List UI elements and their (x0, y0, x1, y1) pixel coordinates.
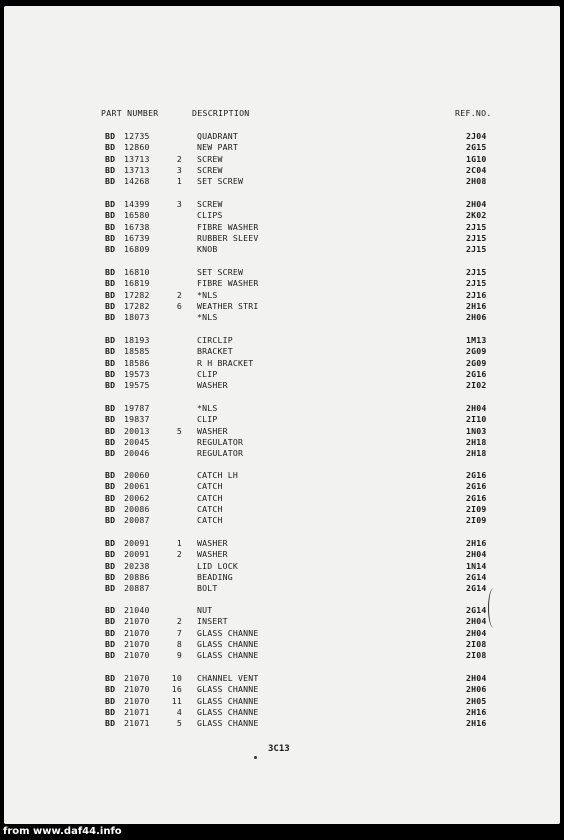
part-ref-no: 2I09 (466, 503, 487, 514)
part-ref-no: 2I09 (466, 515, 487, 526)
part-description: *NLS (197, 312, 218, 323)
part-qty: 8 (176, 638, 182, 649)
part-description: WEATHER STRI (197, 300, 259, 311)
part-prefix: BD (105, 244, 116, 255)
part-description: KNOB (197, 244, 218, 255)
part-number: 13713 (124, 153, 150, 164)
part-description: CATCH (197, 481, 223, 492)
table-row (0, 312, 564, 323)
table-row (0, 199, 564, 210)
part-prefix: BD (105, 538, 116, 548)
part-number: 20091 (124, 549, 150, 560)
part-number: 16580 (124, 210, 150, 221)
part-ref-no: 2I10 (466, 414, 487, 425)
part-ref-no: 2I08 (466, 650, 487, 661)
part-qty: 10 (171, 673, 182, 683)
part-description: CIRCLIP (197, 335, 233, 345)
part-prefix: BD (105, 335, 116, 345)
part-ref-no: 2H08 (466, 176, 487, 187)
part-number: 19573 (124, 368, 150, 379)
part-qty: 4 (176, 706, 182, 717)
part-qty: 16 (171, 684, 182, 695)
part-ref-no: 2J15 (466, 278, 487, 289)
part-number: 21070 (124, 616, 150, 627)
table-row (0, 222, 564, 233)
part-description: GLASS CHANNE (197, 627, 259, 638)
page-number: 3C13 (268, 744, 290, 754)
part-prefix: BD (105, 492, 116, 503)
part-ref-no: 2H04 (466, 673, 487, 683)
part-ref-no: 2H04 (466, 549, 487, 560)
table-row (0, 290, 564, 301)
part-ref-no: 2G14 (466, 583, 487, 594)
part-ref-no: 2G16 (466, 368, 487, 379)
part-prefix: BD (105, 380, 116, 391)
part-ref-no: 2J15 (466, 221, 487, 232)
part-number: 19837 (124, 414, 150, 425)
part-qty: 9 (176, 650, 182, 661)
part-number: 20061 (124, 481, 150, 492)
part-prefix: BD (105, 300, 116, 311)
part-description: SCREW (197, 164, 223, 175)
part-description: SET SCREW (197, 267, 244, 277)
part-ref-no: 1G10 (466, 153, 487, 164)
part-ref-no: 2I02 (466, 380, 487, 391)
part-number: 20045 (124, 436, 150, 447)
table-row (0, 628, 564, 639)
part-qty: 5 (176, 425, 182, 436)
part-prefix: BD (105, 278, 116, 289)
part-description: SCREW (197, 153, 223, 164)
table-row (0, 346, 564, 357)
column-header-description: DESCRIPTION (192, 108, 250, 118)
part-prefix: BD (105, 164, 116, 175)
table-row (0, 335, 564, 346)
part-prefix: BD (105, 616, 116, 627)
part-description: INSERT (197, 616, 228, 627)
part-qty: 2 (176, 289, 182, 300)
table-row (0, 244, 564, 255)
part-qty: 3 (176, 199, 182, 209)
part-prefix: BD (105, 470, 116, 480)
part-number: 18073 (124, 312, 150, 323)
part-prefix: BD (105, 153, 116, 164)
part-description: *NLS (197, 403, 218, 413)
part-number: 21070 (124, 627, 150, 638)
part-number: 21070 (124, 684, 150, 695)
table-row (0, 707, 564, 718)
part-description: FIBRE WASHER (197, 221, 259, 232)
handwritten-bracket-mark (488, 588, 499, 628)
table-row (0, 233, 564, 244)
part-number: 20887 (124, 583, 150, 594)
part-prefix: BD (105, 267, 116, 277)
part-number: 20046 (124, 448, 150, 459)
part-description: CHANNEL VENT (197, 673, 259, 683)
part-prefix: BD (105, 684, 116, 695)
part-number: 21040 (124, 605, 150, 615)
part-qty: 1 (176, 538, 182, 548)
part-prefix: BD (105, 706, 116, 717)
table-row (0, 301, 564, 312)
part-ref-no: 2J15 (466, 244, 487, 255)
part-prefix: BD (105, 425, 116, 436)
table-row (0, 426, 564, 437)
part-number: 18193 (124, 335, 150, 345)
table-row (0, 437, 564, 448)
part-ref-no: 2H04 (466, 199, 487, 209)
table-row (0, 131, 564, 142)
part-prefix: BD (105, 142, 116, 153)
table-row (0, 718, 564, 729)
part-prefix: BD (105, 414, 116, 425)
part-qty: 7 (176, 627, 182, 638)
part-description: *NLS (197, 289, 218, 300)
table-row (0, 165, 564, 176)
part-prefix: BD (105, 131, 116, 141)
part-prefix: BD (105, 605, 116, 615)
part-prefix: BD (105, 368, 116, 379)
table-row (0, 493, 564, 504)
table-row (0, 154, 564, 165)
part-number: 20087 (124, 515, 150, 526)
part-number: 21071 (124, 718, 150, 729)
part-ref-no: 2J16 (466, 289, 487, 300)
part-number: 16738 (124, 221, 150, 232)
part-prefix: BD (105, 346, 116, 357)
part-number: 20091 (124, 538, 150, 548)
part-prefix: BD (105, 560, 116, 571)
part-ref-no: 2H16 (466, 538, 487, 548)
part-prefix: BD (105, 481, 116, 492)
part-prefix: BD (105, 312, 116, 323)
part-number: 12735 (124, 131, 150, 141)
part-prefix: BD (105, 638, 116, 649)
table-row (0, 650, 564, 661)
part-number: 14399 (124, 199, 150, 209)
part-description: GLASS CHANNE (197, 695, 259, 706)
part-number: 12860 (124, 142, 150, 153)
part-description: BRACKET (197, 346, 233, 357)
part-number: 19787 (124, 403, 150, 413)
part-prefix: BD (105, 503, 116, 514)
part-ref-no: 2H16 (466, 706, 487, 717)
part-ref-no: 1N14 (466, 560, 487, 571)
part-ref-no: 2C04 (466, 164, 487, 175)
part-description: NUT (197, 605, 213, 615)
table-row (0, 538, 564, 549)
part-number: 21071 (124, 706, 150, 717)
part-description: NEW PART (197, 142, 239, 153)
table-row (0, 515, 564, 526)
part-number: 20062 (124, 492, 150, 503)
part-number: 21070 (124, 673, 150, 683)
table-row (0, 176, 564, 187)
part-description: SCREW (197, 199, 223, 209)
part-description: CATCH LH (197, 470, 239, 480)
part-description: WASHER (197, 380, 228, 391)
part-prefix: BD (105, 232, 116, 243)
table-row (0, 673, 564, 684)
part-number: 13713 (124, 164, 150, 175)
table-row (0, 684, 564, 695)
part-ref-no: 2K02 (466, 210, 487, 221)
part-prefix: BD (105, 210, 116, 221)
part-qty: 3 (176, 164, 182, 175)
table-row (0, 142, 564, 153)
part-number: 20238 (124, 560, 150, 571)
part-description: GLASS CHANNE (197, 638, 259, 649)
table-row (0, 504, 564, 515)
part-qty: 1 (176, 176, 182, 187)
part-description: CLIP (197, 368, 218, 379)
part-qty: 2 (176, 153, 182, 164)
part-number: 19575 (124, 380, 150, 391)
part-description: BOLT (197, 583, 218, 594)
part-prefix: BD (105, 718, 116, 729)
part-description: BEADING (197, 571, 233, 582)
speck-mark (254, 756, 257, 759)
part-ref-no: 2H16 (466, 300, 487, 311)
part-ref-no: 2G16 (466, 470, 487, 480)
part-ref-no: 2H06 (466, 684, 487, 695)
part-number: 16819 (124, 278, 150, 289)
table-row (0, 448, 564, 459)
part-description: QUADRANT (197, 131, 239, 141)
table-row (0, 572, 564, 583)
part-ref-no: 2H18 (466, 436, 487, 447)
table-row (0, 616, 564, 627)
part-number: 20013 (124, 425, 150, 436)
table-row (0, 481, 564, 492)
part-prefix: BD (105, 357, 116, 368)
part-description: REGULATOR (197, 436, 244, 447)
part-ref-no: 2H04 (466, 627, 487, 638)
part-description: CLIP (197, 414, 218, 425)
part-description: R H BRACKET (197, 357, 254, 368)
table-row (0, 696, 564, 707)
part-number: 18586 (124, 357, 150, 368)
part-description: WASHER (197, 425, 228, 436)
column-header-part-number: PART NUMBER (101, 108, 159, 118)
part-description: GLASS CHANNE (197, 684, 259, 695)
part-ref-no: 2I08 (466, 638, 487, 649)
part-ref-no: 2G14 (466, 571, 487, 582)
part-prefix: BD (105, 650, 116, 661)
column-header-ref-no: REF.NO. (455, 108, 492, 118)
table-row (0, 380, 564, 391)
part-prefix: BD (105, 627, 116, 638)
source-footer: from www.daf44.info (0, 824, 564, 840)
part-number: 21070 (124, 638, 150, 649)
part-ref-no: 1M13 (466, 335, 487, 345)
part-prefix: BD (105, 695, 116, 706)
part-description: CLIPS (197, 210, 223, 221)
part-prefix: BD (105, 403, 116, 413)
part-description: SET SCREW (197, 176, 244, 187)
table-row (0, 414, 564, 425)
table-row (0, 470, 564, 481)
part-ref-no: 1N03 (466, 425, 487, 436)
part-prefix: BD (105, 673, 116, 683)
part-description: CATCH (197, 492, 223, 503)
table-row (0, 583, 564, 594)
part-ref-no: 2J04 (466, 131, 487, 141)
part-description: GLASS CHANNE (197, 718, 259, 729)
table-row (0, 267, 564, 278)
part-description: GLASS CHANNE (197, 706, 259, 717)
part-prefix: BD (105, 448, 116, 459)
part-number: 20060 (124, 470, 150, 480)
table-row (0, 561, 564, 572)
part-number: 20086 (124, 503, 150, 514)
part-description: CATCH (197, 515, 223, 526)
part-number: 17282 (124, 289, 150, 300)
part-qty: 2 (176, 549, 182, 560)
part-ref-no: 2J15 (466, 232, 487, 243)
part-ref-no: 2H06 (466, 312, 487, 323)
part-number: 16810 (124, 267, 150, 277)
part-prefix: BD (105, 549, 116, 560)
part-ref-no: 2G14 (466, 605, 487, 615)
part-prefix: BD (105, 221, 116, 232)
part-ref-no: 2G15 (466, 142, 487, 153)
part-prefix: BD (105, 289, 116, 300)
part-prefix: BD (105, 436, 116, 447)
part-ref-no: 2H05 (466, 695, 487, 706)
table-row (0, 549, 564, 560)
part-ref-no: 2H18 (466, 448, 487, 459)
part-qty: 2 (176, 616, 182, 627)
table-row (0, 210, 564, 221)
part-prefix: BD (105, 176, 116, 187)
part-ref-no: 2G09 (466, 346, 487, 357)
part-ref-no: 2G16 (466, 492, 487, 503)
part-ref-no: 2H04 (466, 403, 487, 413)
part-prefix: BD (105, 583, 116, 594)
part-number: 16739 (124, 232, 150, 243)
part-ref-no: 2J15 (466, 267, 487, 277)
part-ref-no: 2G16 (466, 481, 487, 492)
part-ref-no: 2G09 (466, 357, 487, 368)
part-number: 21070 (124, 650, 150, 661)
part-description: GLASS CHANNE (197, 650, 259, 661)
table-row (0, 278, 564, 289)
part-description: LID LOCK (197, 560, 239, 571)
table-row (0, 369, 564, 380)
part-number: 18585 (124, 346, 150, 357)
part-prefix: BD (105, 199, 116, 209)
table-row (0, 639, 564, 650)
part-number: 20886 (124, 571, 150, 582)
part-prefix: BD (105, 571, 116, 582)
part-qty: 6 (176, 300, 182, 311)
part-description: WASHER (197, 549, 228, 560)
part-qty: 5 (176, 718, 182, 729)
part-description: FIBRE WASHER (197, 278, 259, 289)
part-qty: 11 (171, 695, 182, 706)
part-ref-no: 2H04 (466, 616, 487, 627)
part-prefix: BD (105, 515, 116, 526)
part-description: REGULATOR (197, 448, 244, 459)
part-description: RUBBER SLEEV (197, 232, 259, 243)
part-number: 21070 (124, 695, 150, 706)
part-ref-no: 2H16 (466, 718, 487, 729)
table-row (0, 403, 564, 414)
part-number: 14268 (124, 176, 150, 187)
table-row (0, 605, 564, 616)
part-description: WASHER (197, 538, 228, 548)
part-description: CATCH (197, 503, 223, 514)
part-number: 16809 (124, 244, 150, 255)
table-row (0, 358, 564, 369)
part-number: 17282 (124, 300, 150, 311)
